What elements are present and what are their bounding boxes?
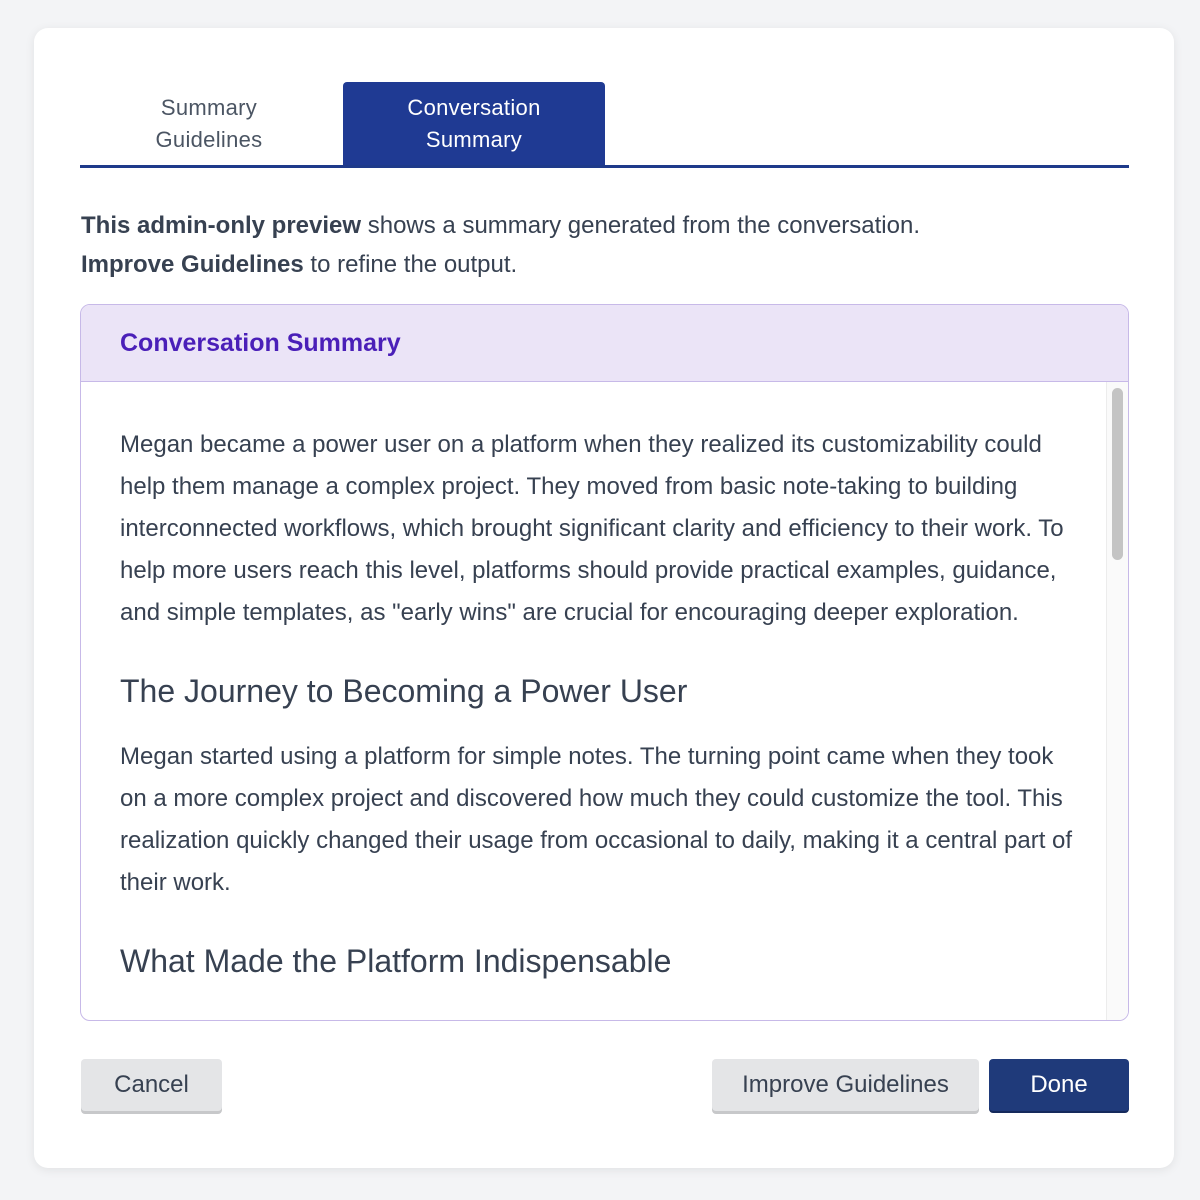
tab-bar xyxy=(80,82,1129,168)
summary-panel xyxy=(80,304,1129,1021)
summary-content[interactable] xyxy=(81,382,1106,1020)
improve-guidelines-button[interactable]: Improve Guidelines xyxy=(712,1059,979,1111)
intro-text xyxy=(81,206,1131,284)
done-button[interactable]: Done xyxy=(989,1059,1129,1111)
cancel-button[interactable]: Cancel xyxy=(81,1059,222,1111)
scrollbar-thumb[interactable] xyxy=(1112,388,1123,560)
summary-paragraph: Megan started using a platform for simple notes. The turning point came when they took on a more complex project and discovered how much they could customize the tool. This realization quickly changed their usage from occasional to daily, making it a central part of their work. xyxy=(120,743,1073,896)
scrollbar[interactable] xyxy=(1106,382,1128,1020)
summary-heading: The Journey to Becoming a Power User xyxy=(120,673,688,709)
intro-bold-improve: Improve Guidelines xyxy=(81,251,304,278)
summary-heading: What Made the Platform Indispensable xyxy=(120,943,672,979)
summary-paragraph: Megan became a power user on a platform when they realized its customizability could help them manage a complex project. They moved from basic note-taking to building interconnected workflows, which brought significant clarity and efficiency to their work. To help more users reach this level, platforms should provide practical examples, guidance, and simple templates, as "early wins" are crucial for encouraging deeper exploration. xyxy=(120,431,1064,626)
intro-text-2: to refine the output. xyxy=(303,251,518,278)
intro-text-1: shows a summary generated from the conversation. xyxy=(361,212,920,239)
tab-conversation-summary[interactable]: Conversation Summary xyxy=(343,82,605,165)
intro-bold-preview: This admin-only preview xyxy=(81,212,362,239)
tab-summary-guidelines[interactable]: Summary Guidelines xyxy=(155,94,263,152)
summary-modal xyxy=(34,28,1174,1168)
summary-title: Conversation Summary xyxy=(81,305,1128,382)
